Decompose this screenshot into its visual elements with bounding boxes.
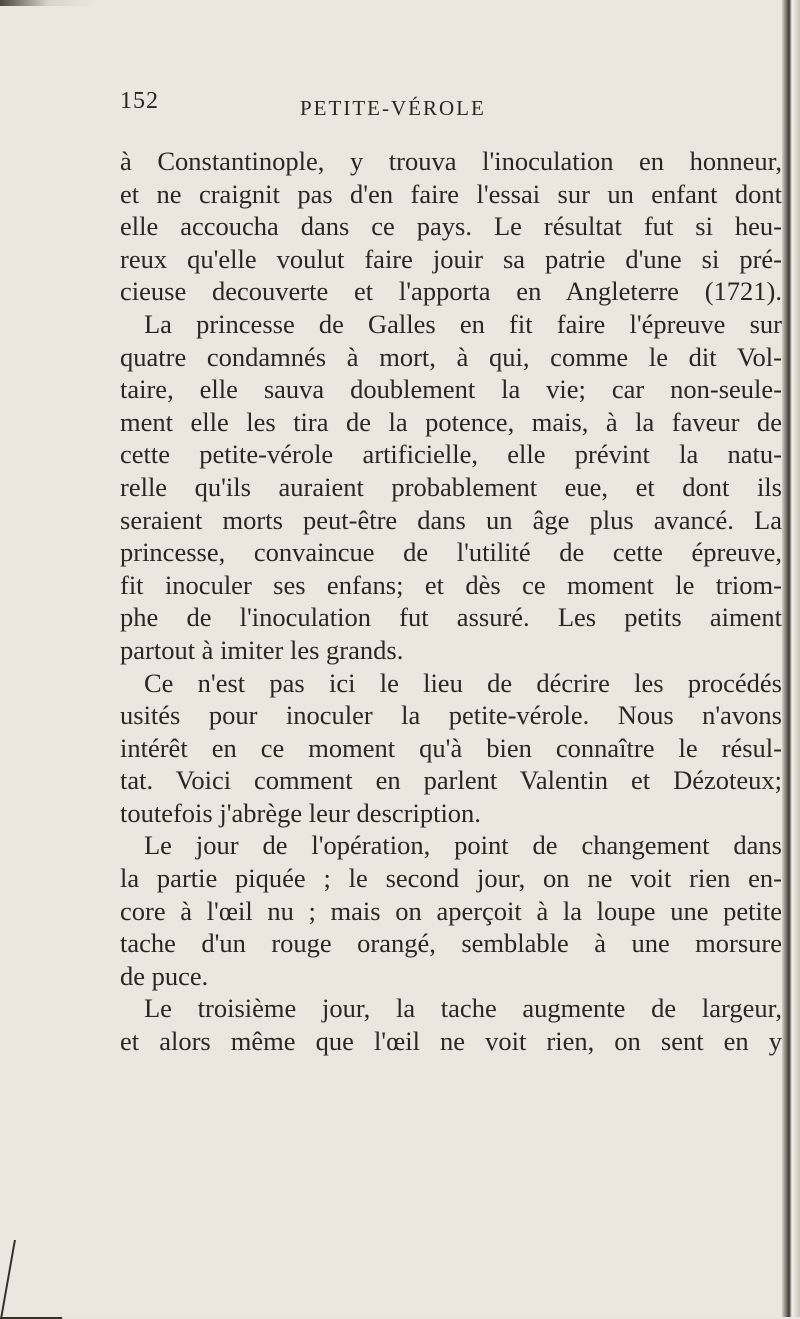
page-header xyxy=(120,88,780,128)
text-line: la partie piquée ; le second jour, on ne voit rien en- xyxy=(120,863,782,894)
text-line: La princesse de Galles en fit faire l'épreuve sur xyxy=(144,308,782,339)
text-line: relle qu'ils auraient probablement eue, et dont ils xyxy=(120,471,782,502)
text-line: taire, elle sauva doublement la vie; car non-seule- xyxy=(120,374,782,405)
text-line: phe de l'inoculation fut assuré. Les petits aiment xyxy=(120,602,782,633)
text-line: et alors même que l'œil ne voit rien, on sent en y xyxy=(120,1026,782,1057)
text-line: Le jour de l'opération, point de changement dans xyxy=(144,830,782,861)
text-line: quatre condamnés à mort, à qui, comme le dit Vol- xyxy=(120,341,782,372)
text-line: partout à imiter les grands. xyxy=(120,634,404,665)
page-number: 152 xyxy=(120,88,159,114)
text-line: elle accoucha dans ce pays. Le résultat fut si heu- xyxy=(120,211,782,242)
binding-edge xyxy=(782,0,800,1317)
page-top-edge xyxy=(0,0,800,6)
text-line: cette petite-vérole artificielle, elle prévint la natu- xyxy=(120,439,782,470)
text-line: de puce. xyxy=(120,960,209,991)
text-line: Ce n'est pas ici le lieu de décrire les procédés xyxy=(144,667,782,698)
running-title: PETITE-VÉROLE xyxy=(300,96,486,120)
text-line: fit inoculer ses enfans; et dès ce moment le triom- xyxy=(120,569,782,600)
text-line: core à l'œil nu ; mais on aperçoit à la loupe une petite xyxy=(120,895,782,926)
text-line: ment elle les tira de la potence, mais, à la faveur de xyxy=(120,406,782,437)
text-line: à Constantinople, y trouva l'inoculation en honneur, xyxy=(120,146,782,176)
text-line: usités pour inoculer la petite-vérole. Nous n'avons xyxy=(120,700,782,731)
text-line: tat. Voici comment en parlent Valentin et Dézoteux; xyxy=(120,765,782,796)
text-line: et ne craignit pas d'en faire l'essai sur un enfant dont xyxy=(120,178,782,209)
text-line: toutefois j'abrège leur description. xyxy=(120,797,481,828)
text-line: intérêt en ce moment qu'à bien connaître le résul- xyxy=(120,732,782,763)
text-line: seraient morts peut-être dans un âge plus avancé. La xyxy=(120,504,782,535)
text-line: tache d'un rouge orangé, semblable à une morsure xyxy=(120,928,782,959)
text-line: cieuse decouverte et l'apporta en Angleterre (1721). xyxy=(120,276,782,307)
text-line: princesse, convaincue de l'utilité de cette épreuve, xyxy=(120,537,782,568)
body-text xyxy=(120,145,782,1058)
text-line: reux qu'elle voulut faire jouir sa patrie d'une si pré- xyxy=(120,243,782,274)
page-corner-mark xyxy=(0,1240,76,1319)
text-line: Le troisième jour, la tache augmente de largeur, xyxy=(144,993,782,1024)
